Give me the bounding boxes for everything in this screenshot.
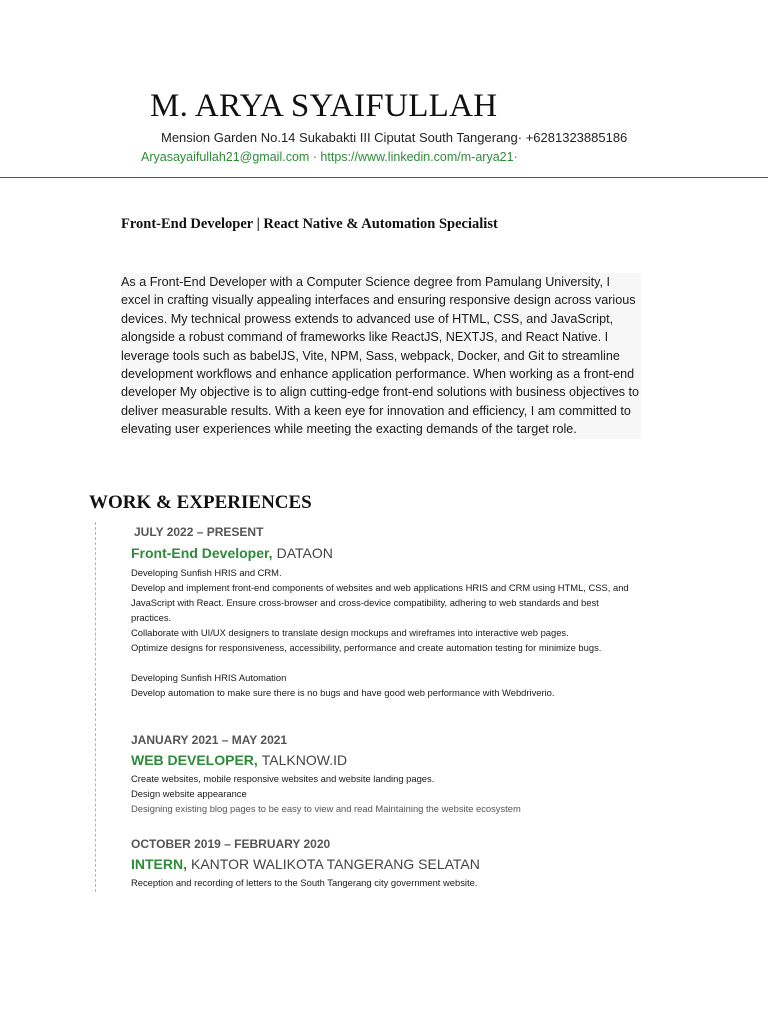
job-org: DATAON: [276, 545, 333, 561]
professional-headline: Front-End Developer | React Native & Automation Specialist: [121, 216, 498, 232]
job-line: Design website appearance: [131, 788, 247, 799]
job-line: Create websites, mobile responsive websites and website landing pages.: [131, 773, 435, 784]
job-title: [131, 752, 641, 768]
header-divider: [0, 177, 768, 178]
candidate-name: M. ARYA SYAIFULLAH: [150, 88, 498, 124]
job-title: [131, 856, 641, 872]
job-date: JANUARY 2021 – MAY 2021: [131, 733, 288, 747]
email-linkedin[interactable]: Aryasayaifullah21@gmail.com · https://www.linkedin.com/m-arya21·: [141, 150, 518, 164]
job-date: JULY 2022 – PRESENT: [134, 525, 264, 539]
summary-paragraph: As a Front-End Developer with a Computer Science degree from Pamulang University, I excel in crafting visually appealing interfaces and ensuring responsive design across various devices. My technical prowess extends to advanced use of HTML, CSS, and JavaScript, alongside a robust command of frameworks like ReactJS, NEXTJS, and React Native. I leverage tools such as babelJS, Vite, NPM, Sass, webpack, Docker, and Git to streamline development workflows and enhance application performance. When working as a front-end developer My objective is to align cutting-edge front-end solutions with business objectives to deliver measurable results. With a keen eye for innovation and efficiency, I am committed to elevating user experiences while meeting the exacting demands of the target role.: [121, 273, 641, 439]
job-description: [131, 771, 641, 816]
job-org: KANTOR WALIKOTA TANGERANG SELATAN: [191, 856, 480, 872]
job-description: [131, 565, 641, 700]
job-line: Designing existing blog pages to be easy to view and read Maintaining the website ecosystem: [131, 803, 521, 814]
job-role: Front-End Developer,: [131, 545, 273, 561]
job-org: TALKNOW.ID: [261, 752, 348, 768]
job-entry-dataon: [134, 525, 644, 539]
job-line: Develop automation to make sure there is no bugs and have good web performance with Webdriverio.: [131, 687, 555, 698]
job-title: [131, 545, 641, 561]
job-entry-talknow: [131, 733, 641, 816]
job-description: [131, 875, 641, 890]
job-line-spacer: [131, 655, 641, 670]
job-line: Developing Sunfish HRIS Automation: [131, 672, 287, 683]
job-role: INTERN,: [131, 856, 187, 872]
timeline-line: [95, 522, 96, 892]
job-entry-walikota: [131, 837, 641, 890]
job-date: OCTOBER 2019 – FEBRUARY 2020: [131, 837, 331, 851]
job-line: Collaborate with UI/UX designers to translate design mockups and wireframes into interactive web pages.: [131, 627, 569, 638]
job-line: Optimize designs for responsiveness, accessibility, performance and create automation testing for minimize bugs.: [131, 642, 602, 653]
job-line: Reception and recording of letters to the South Tangerang city government website.: [131, 877, 478, 888]
address-phone: Mension Garden No.14 Sukabakti III Ciputat South Tangerang· +6281323885186: [161, 130, 628, 145]
section-title-experience: WORK & EXPERIENCES: [89, 492, 312, 513]
job-body-dataon: [131, 545, 641, 700]
job-line: Develop and implement front-end components of websites and web applications HRIS and CRM using HTML, CSS, and JavaScript with React. Ensure cross-browser and cross-device compatibility, adhering to web standards and best practices.: [131, 582, 629, 623]
job-role: WEB DEVELOPER,: [131, 752, 258, 768]
job-line: Developing Sunfish HRIS and CRM.: [131, 567, 282, 578]
